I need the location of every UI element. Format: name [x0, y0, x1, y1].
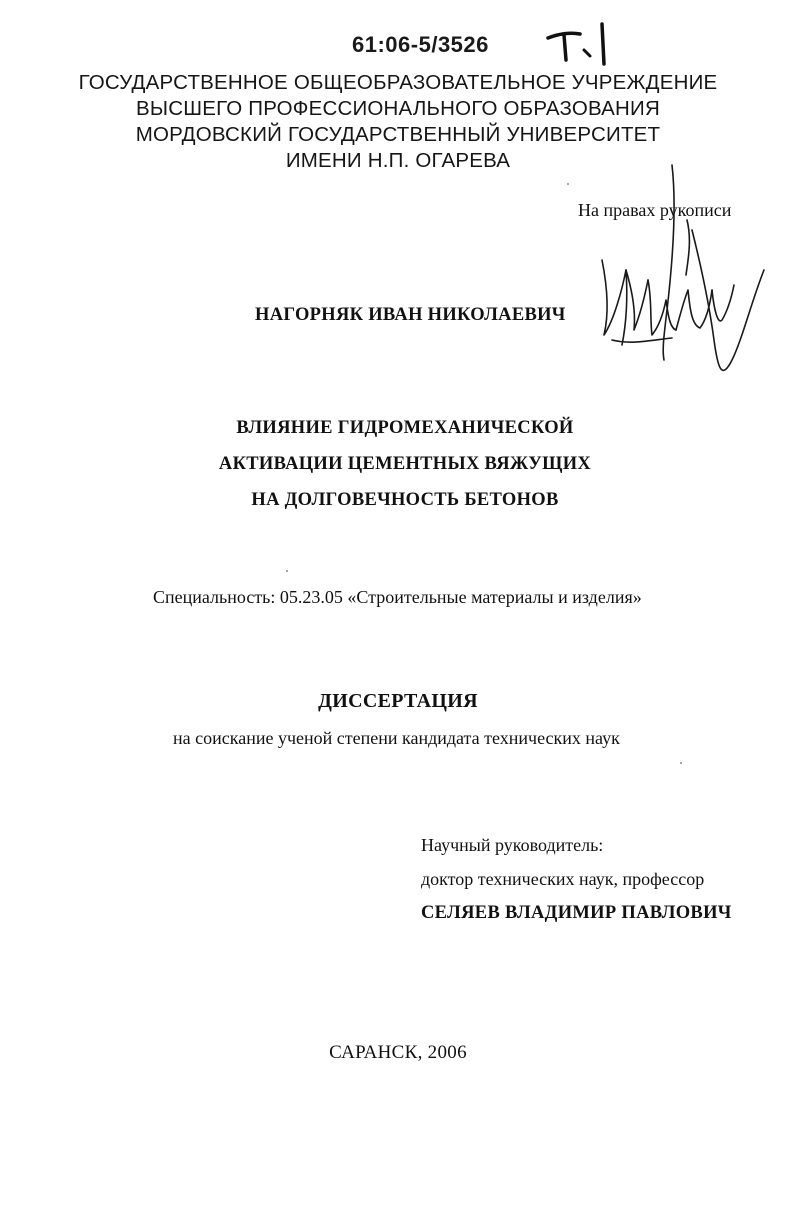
supervisor-name: СЕЛЯЕВ ВЛАДИМИР ПАВЛОВИЧ — [421, 903, 732, 923]
institution-line-1: ГОСУДАРСТВЕННОЕ ОБЩЕОБРАЗОВАТЕЛЬНОЕ УЧРЕЖДЕНИЕ — [78, 71, 718, 94]
institution-block — [0, 70, 796, 174]
scan-speck — [286, 570, 288, 572]
title-line-3: НА ДОЛГОВЕЧНОСТЬ БЕТОНОВ — [251, 490, 559, 510]
supervisor-degree: доктор технических наук, профессор — [421, 869, 705, 889]
supervisor-label: Научный руководитель: — [421, 835, 604, 855]
specialty-line: Специальность: 05.23.05 «Строительные материалы и изделия» — [153, 587, 642, 607]
institution-line-2: ВЫСШЕГО ПРОФЕССИОНАЛЬНОГО ОБРАЗОВАНИЯ — [136, 97, 660, 120]
degree-line: на соискание ученой степени кандидата технических наук — [173, 728, 620, 748]
institution-line-3: МОРДОВСКИЙ ГОСУДАРСТВЕННЫЙ УНИВЕРСИТЕТ — [135, 123, 661, 146]
scan-speck — [680, 762, 682, 764]
work-type: ДИССЕРТАЦИЯ — [318, 690, 478, 712]
place-and-year: САРАНСК, 2006 — [329, 1042, 467, 1063]
title-line-1: ВЛИЯНИЕ ГИДРОМЕХАНИЧЕСКОЙ — [236, 418, 574, 438]
author-name: НАГОРНЯК ИВАН НИКОЛАЕВИЧ — [255, 305, 566, 325]
institution-line-4: ИМЕНИ Н.П. ОГАРЕВА — [285, 149, 511, 172]
dissertation-title — [0, 410, 796, 518]
title-line-2: АКТИВАЦИИ ЦЕМЕНТНЫХ ВЯЖУЩИХ — [218, 454, 592, 474]
signature — [592, 160, 767, 390]
call-number: 61:06-5/3526 — [352, 32, 489, 57]
scan-speck — [567, 183, 569, 185]
handwritten-volume-mark — [540, 20, 620, 70]
rights-note: На правах рукописи — [578, 200, 732, 220]
